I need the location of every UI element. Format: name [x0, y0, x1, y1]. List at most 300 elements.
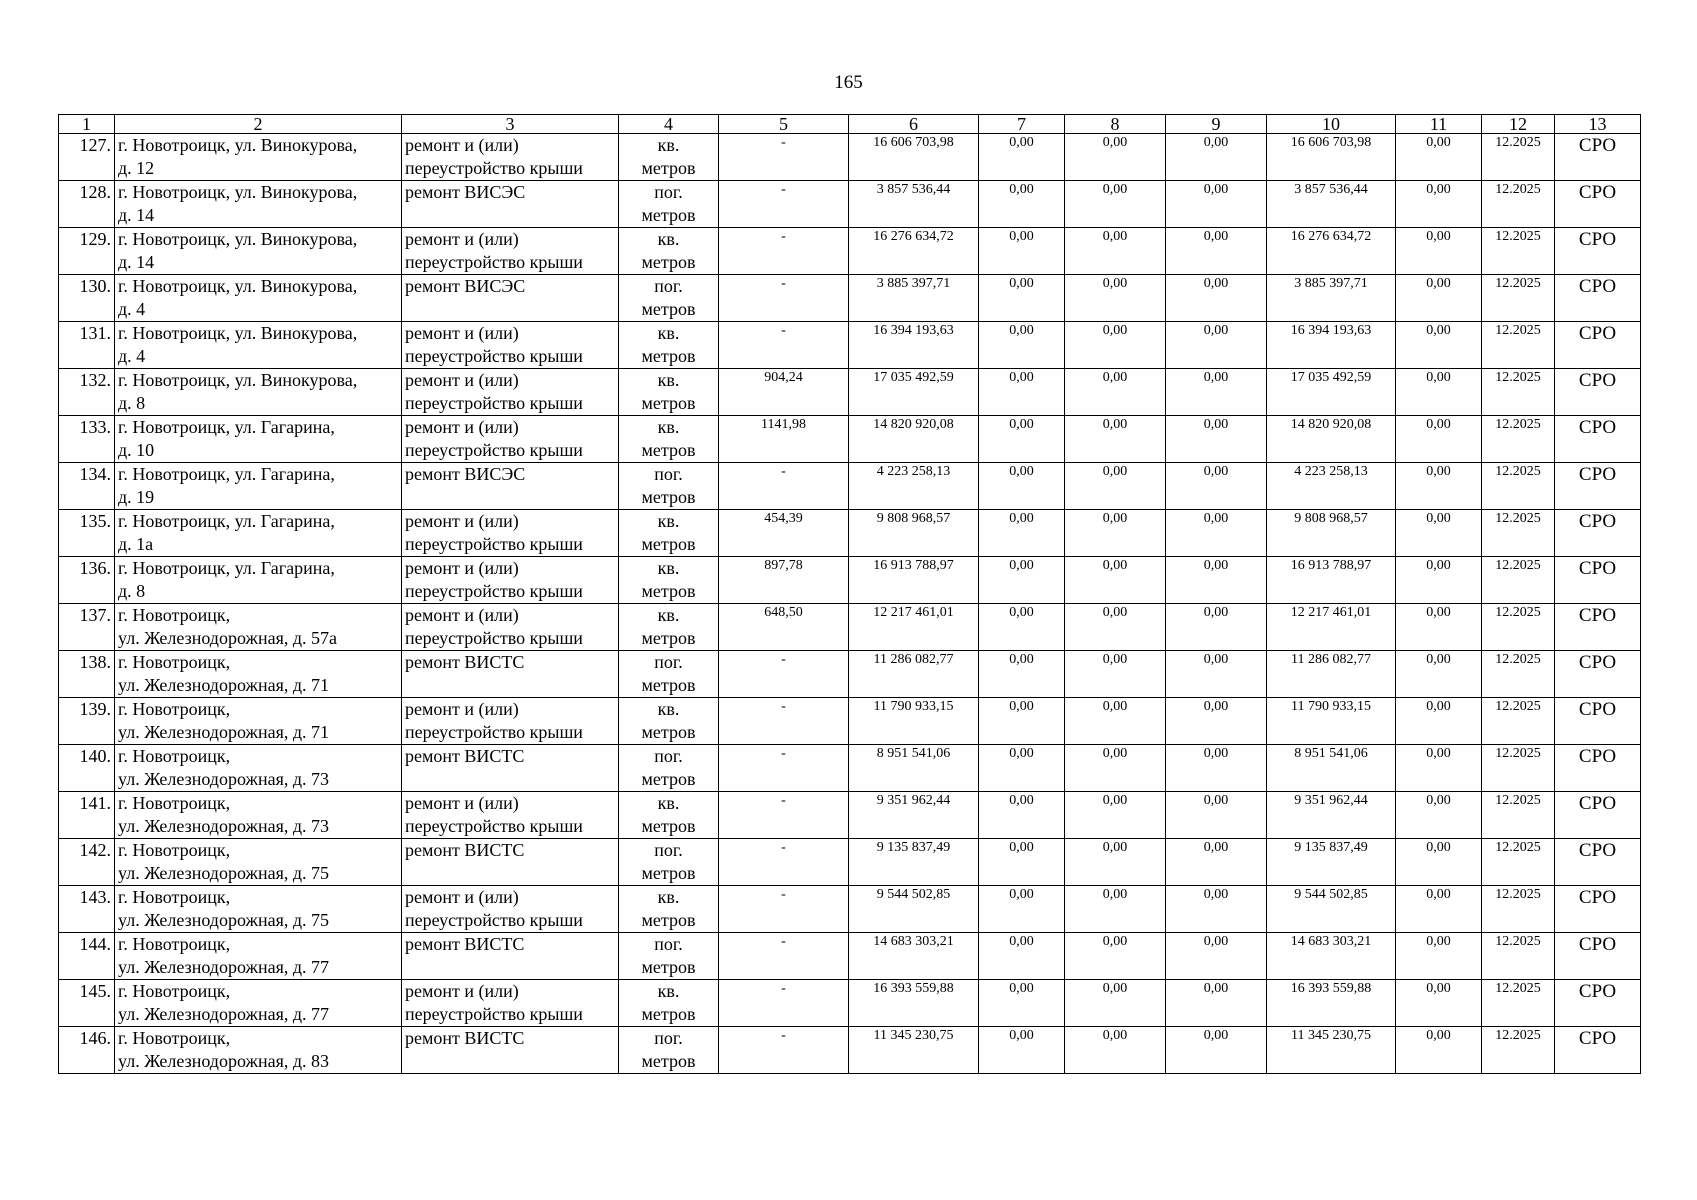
owners-funds-cell-text: 14 820 920,08	[1290, 417, 1372, 432]
work-type-cell	[402, 134, 619, 181]
owners-funds-cell	[1267, 792, 1396, 839]
fund-cell-9-text: 0,00	[1203, 558, 1229, 573]
work-type-cell	[402, 886, 619, 933]
row-number	[59, 134, 115, 181]
total-cost-cell	[849, 933, 979, 980]
unit-cell-text: пог.	[654, 746, 683, 766]
total-cost-cell	[849, 839, 979, 886]
unit-cell-text: метров	[641, 158, 696, 178]
fund-cell-8	[1065, 134, 1166, 181]
area-cell	[719, 980, 849, 1027]
executor-cell	[1555, 839, 1641, 886]
fund-cell-7	[979, 886, 1065, 933]
row-number	[59, 839, 115, 886]
unit-cell-text: пог.	[654, 276, 683, 296]
fund-cell-7-text: 0,00	[1009, 511, 1034, 526]
fund-cell-11	[1396, 1027, 1482, 1074]
fund-cell-9-text: 0,00	[1203, 511, 1229, 526]
address-cell-text: г. Новотроицк,	[118, 934, 231, 954]
unit-cell-text: метров	[641, 628, 696, 648]
unit-cell	[619, 1027, 719, 1074]
fund-cell-9	[1166, 792, 1267, 839]
address-cell	[115, 651, 402, 698]
table-row	[59, 322, 1641, 369]
executor-cell-text: СРО	[1578, 276, 1617, 297]
deadline-cell	[1482, 980, 1555, 1027]
fund-cell-8-text: 0,00	[1102, 981, 1128, 996]
deadline-cell-text: 12.2025	[1495, 887, 1541, 902]
address-cell-text: г. Новотроицк, ул. Винокурова,	[118, 182, 358, 202]
table-row	[59, 369, 1641, 416]
address-cell-text: ул. Железнодорожная, д. 77	[118, 957, 330, 977]
address-cell	[115, 933, 402, 980]
owners-funds-cell	[1267, 651, 1396, 698]
fund-cell-7	[979, 933, 1065, 980]
fund-cell-7-text: 0,00	[1009, 135, 1034, 150]
row-number-text: 143.	[79, 887, 111, 907]
fund-cell-9-text: 0,00	[1203, 699, 1229, 714]
work-type-cell	[402, 416, 619, 463]
area-cell	[719, 886, 849, 933]
address-cell	[115, 792, 402, 839]
total-cost-cell-text: 16 393 559,88	[873, 981, 954, 996]
address-cell-text: ул. Железнодорожная, д. 75	[118, 910, 330, 930]
owners-funds-cell-text: 16 393 559,88	[1290, 981, 1372, 996]
area-cell	[719, 651, 849, 698]
work-type-cell-text: переустройство крыши	[405, 393, 583, 413]
fund-cell-9	[1166, 1027, 1267, 1074]
fund-cell-11	[1396, 322, 1482, 369]
address-cell	[115, 228, 402, 275]
total-cost-cell-text: 12 217 461,01	[873, 605, 954, 620]
fund-cell-8-text: 0,00	[1102, 464, 1128, 479]
owners-funds-cell-text: 11 286 082,77	[1291, 652, 1371, 667]
deadline-cell	[1482, 416, 1555, 463]
fund-cell-9	[1166, 275, 1267, 322]
owners-funds-cell-text: 16 913 788,97	[1290, 558, 1372, 573]
total-cost-cell-text: 11 345 230,75	[873, 1028, 954, 1043]
address-cell	[115, 557, 402, 604]
owners-funds-cell	[1267, 698, 1396, 745]
fund-cell-9	[1166, 980, 1267, 1027]
fund-cell-8-text: 0,00	[1102, 511, 1128, 526]
owners-funds-cell-text: 3 885 397,71	[1294, 276, 1368, 291]
executor-cell-text: СРО	[1578, 840, 1617, 861]
executor-cell-text: СРО	[1578, 417, 1617, 438]
unit-cell-text: кв.	[657, 699, 680, 719]
fund-cell-9-text: 0,00	[1203, 746, 1229, 761]
owners-funds-cell-text: 16 394 193,63	[1290, 323, 1372, 338]
work-type-cell-text: переустройство крыши	[405, 910, 583, 930]
area-cell	[719, 181, 849, 228]
work-type-cell	[402, 463, 619, 510]
address-cell-text: г. Новотроицк, ул. Винокурова,	[118, 323, 358, 343]
area-cell-text: -	[781, 135, 786, 150]
fund-cell-7-text: 0,00	[1009, 323, 1034, 338]
row-number-text: 140.	[79, 746, 111, 766]
executor-cell	[1555, 792, 1641, 839]
fund-cell-11	[1396, 886, 1482, 933]
work-type-cell	[402, 557, 619, 604]
unit-cell	[619, 698, 719, 745]
row-number	[59, 557, 115, 604]
total-cost-cell-text: 14 820 920,08	[873, 417, 954, 432]
work-type-cell-text: переустройство крыши	[405, 816, 583, 836]
unit-cell	[619, 228, 719, 275]
unit-cell-text: метров	[641, 581, 696, 601]
fund-cell-9-text: 0,00	[1203, 276, 1229, 291]
table-row	[59, 839, 1641, 886]
work-type-cell-text: ремонт и (или)	[405, 981, 519, 1001]
work-type-cell	[402, 228, 619, 275]
row-number-text: 128.	[79, 182, 111, 202]
fund-cell-11	[1396, 604, 1482, 651]
fund-cell-8	[1065, 839, 1166, 886]
executor-cell	[1555, 698, 1641, 745]
fund-cell-8-text: 0,00	[1102, 887, 1128, 902]
row-number-text: 141.	[79, 793, 111, 813]
executor-cell	[1555, 510, 1641, 557]
column-header: 5	[719, 115, 849, 134]
address-cell-text: д. 4	[118, 346, 146, 366]
work-type-cell	[402, 510, 619, 557]
row-number-text: 138.	[79, 652, 111, 672]
unit-cell-text: кв.	[657, 605, 680, 625]
total-cost-cell	[849, 886, 979, 933]
fund-cell-8	[1065, 604, 1166, 651]
address-cell-text: г. Новотроицк,	[118, 1028, 231, 1048]
fund-cell-11-text: 0,00	[1426, 511, 1451, 526]
fund-cell-9	[1166, 886, 1267, 933]
deadline-cell-text: 12.2025	[1495, 323, 1541, 338]
owners-funds-cell-text: 4 223 258,13	[1294, 464, 1368, 479]
address-cell-text: г. Новотроицк,	[118, 605, 231, 625]
unit-cell-text: метров	[641, 252, 696, 272]
fund-cell-7	[979, 181, 1065, 228]
owners-funds-cell	[1267, 181, 1396, 228]
fund-cell-7-text: 0,00	[1009, 417, 1034, 432]
work-type-cell-text: ремонт ВИСЭС	[405, 182, 526, 202]
fund-cell-8-text: 0,00	[1102, 1028, 1128, 1043]
deadline-cell	[1482, 181, 1555, 228]
row-number	[59, 980, 115, 1027]
address-cell-text: д. 19	[118, 487, 155, 507]
deadline-cell-text: 12.2025	[1495, 793, 1541, 808]
owners-funds-cell	[1267, 933, 1396, 980]
row-number	[59, 886, 115, 933]
fund-cell-11-text: 0,00	[1426, 887, 1451, 902]
executor-cell-text: СРО	[1578, 1028, 1617, 1049]
unit-cell-text: кв.	[657, 981, 680, 1001]
fund-cell-11	[1396, 510, 1482, 557]
fund-cell-7	[979, 416, 1065, 463]
work-type-cell-text: ремонт ВИСЭС	[405, 464, 526, 484]
fund-cell-7	[979, 557, 1065, 604]
row-number	[59, 604, 115, 651]
work-type-cell-text: переустройство крыши	[405, 158, 583, 178]
executor-cell	[1555, 651, 1641, 698]
total-cost-cell	[849, 980, 979, 1027]
deadline-cell-text: 12.2025	[1495, 605, 1541, 620]
area-cell-text: -	[781, 1028, 786, 1043]
work-type-cell-text: ремонт ВИСЭС	[405, 276, 526, 296]
fund-cell-11-text: 0,00	[1426, 276, 1451, 291]
address-cell	[115, 604, 402, 651]
unit-cell-text: пог.	[654, 840, 683, 860]
fund-cell-9-text: 0,00	[1203, 840, 1229, 855]
area-cell	[719, 604, 849, 651]
fund-cell-8-text: 0,00	[1102, 323, 1128, 338]
address-cell	[115, 369, 402, 416]
deadline-cell	[1482, 745, 1555, 792]
fund-cell-8	[1065, 463, 1166, 510]
fund-cell-9-text: 0,00	[1203, 323, 1229, 338]
unit-cell-text: метров	[641, 1004, 696, 1024]
fund-cell-8	[1065, 698, 1166, 745]
fund-cell-11	[1396, 463, 1482, 510]
address-cell	[115, 1027, 402, 1074]
total-cost-cell-text: 16 276 634,72	[873, 229, 954, 244]
fund-cell-8-text: 0,00	[1102, 699, 1128, 714]
unit-cell	[619, 369, 719, 416]
address-cell	[115, 886, 402, 933]
fund-cell-7	[979, 134, 1065, 181]
row-number	[59, 698, 115, 745]
work-type-cell	[402, 839, 619, 886]
table-row	[59, 980, 1641, 1027]
address-cell-text: ул. Железнодорожная, д. 77	[118, 1004, 330, 1024]
executor-cell-text: СРО	[1578, 511, 1617, 532]
fund-cell-11	[1396, 134, 1482, 181]
table-row	[59, 886, 1641, 933]
fund-cell-7-text: 0,00	[1009, 1028, 1034, 1043]
work-type-cell	[402, 181, 619, 228]
deadline-cell-text: 12.2025	[1495, 464, 1541, 479]
fund-cell-11	[1396, 839, 1482, 886]
unit-cell-text: метров	[641, 393, 696, 413]
row-number	[59, 510, 115, 557]
row-number	[59, 228, 115, 275]
row-number	[59, 651, 115, 698]
table-row	[59, 416, 1641, 463]
fund-cell-7	[979, 275, 1065, 322]
work-type-cell-text: ремонт и (или)	[405, 370, 519, 390]
fund-cell-8-text: 0,00	[1102, 840, 1128, 855]
fund-cell-9-text: 0,00	[1203, 1028, 1229, 1043]
fund-cell-11-text: 0,00	[1426, 652, 1451, 667]
fund-cell-9	[1166, 698, 1267, 745]
row-number-text: 131.	[79, 323, 111, 343]
deadline-cell	[1482, 369, 1555, 416]
fund-cell-11	[1396, 745, 1482, 792]
work-type-cell	[402, 792, 619, 839]
address-cell	[115, 510, 402, 557]
work-type-cell	[402, 745, 619, 792]
fund-cell-7-text: 0,00	[1009, 746, 1034, 761]
fund-cell-7	[979, 839, 1065, 886]
fund-cell-11	[1396, 228, 1482, 275]
fund-cell-8-text: 0,00	[1102, 652, 1128, 667]
address-cell-text: г. Новотроицк,	[118, 793, 231, 813]
fund-cell-8-text: 0,00	[1102, 135, 1128, 150]
column-header: 1	[59, 115, 115, 134]
unit-cell	[619, 416, 719, 463]
total-cost-cell-text: 14 683 303,21	[873, 934, 954, 949]
address-cell-text: г. Новотроицк, ул. Гагарина,	[118, 417, 335, 437]
address-cell-text: д. 1а	[118, 534, 154, 554]
total-cost-cell	[849, 369, 979, 416]
area-cell-text: -	[781, 887, 786, 902]
address-cell-text: г. Новотроицк, ул. Винокурова,	[118, 276, 358, 296]
unit-cell	[619, 604, 719, 651]
executor-cell-text: СРО	[1578, 981, 1617, 1002]
work-type-cell-text: переустройство крыши	[405, 252, 583, 272]
owners-funds-cell	[1267, 322, 1396, 369]
unit-cell-text: пог.	[654, 652, 683, 672]
deadline-cell	[1482, 604, 1555, 651]
row-number-text: 144.	[79, 934, 111, 954]
work-type-cell-text: ремонт ВИСТС	[405, 652, 525, 672]
fund-cell-7-text: 0,00	[1009, 887, 1034, 902]
fund-cell-8-text: 0,00	[1102, 370, 1128, 385]
total-cost-cell-text: 11 790 933,15	[873, 699, 954, 714]
executor-cell-text: СРО	[1578, 934, 1617, 955]
row-number-text: 137.	[79, 605, 111, 625]
unit-cell	[619, 557, 719, 604]
fund-cell-7	[979, 651, 1065, 698]
executor-cell-text: СРО	[1578, 135, 1617, 156]
total-cost-cell	[849, 1027, 979, 1074]
address-cell-text: ул. Железнодорожная, д. 73	[118, 769, 330, 789]
row-number-text: 135.	[79, 511, 111, 531]
fund-cell-11-text: 0,00	[1426, 229, 1451, 244]
fund-cell-7	[979, 463, 1065, 510]
unit-cell-text: кв.	[657, 370, 680, 390]
fund-cell-9	[1166, 463, 1267, 510]
executor-cell	[1555, 275, 1641, 322]
fund-cell-11	[1396, 980, 1482, 1027]
address-cell-text: г. Новотроицк, ул. Гагарина,	[118, 558, 335, 578]
work-type-cell-text: ремонт и (или)	[405, 887, 519, 907]
table-row	[59, 698, 1641, 745]
work-type-cell-text: ремонт и (или)	[405, 558, 519, 578]
fund-cell-8	[1065, 228, 1166, 275]
fund-cell-7	[979, 228, 1065, 275]
fund-cell-9	[1166, 228, 1267, 275]
fund-cell-8	[1065, 886, 1166, 933]
owners-funds-cell	[1267, 275, 1396, 322]
executor-cell	[1555, 980, 1641, 1027]
owners-funds-cell	[1267, 510, 1396, 557]
fund-cell-11-text: 0,00	[1426, 699, 1451, 714]
unit-cell-text: кв.	[657, 323, 680, 343]
address-cell-text: г. Новотроицк,	[118, 887, 231, 907]
fund-cell-9	[1166, 933, 1267, 980]
executor-cell-text: СРО	[1578, 699, 1617, 720]
executor-cell	[1555, 181, 1641, 228]
work-type-cell-text: переустройство крыши	[405, 628, 583, 648]
owners-funds-cell-text: 9 135 837,49	[1294, 840, 1368, 855]
area-cell-text: -	[781, 464, 786, 479]
work-type-cell-text: ремонт и (или)	[405, 229, 519, 249]
column-header: 8	[1065, 115, 1166, 134]
work-type-cell	[402, 604, 619, 651]
fund-cell-11	[1396, 792, 1482, 839]
column-header: 13	[1555, 115, 1641, 134]
total-cost-cell	[849, 275, 979, 322]
owners-funds-cell	[1267, 745, 1396, 792]
address-cell-text: ул. Железнодорожная, д. 73	[118, 816, 330, 836]
unit-cell-text: метров	[641, 675, 696, 695]
table-body	[59, 134, 1641, 1074]
work-type-cell-text: ремонт и (или)	[405, 323, 519, 343]
fund-cell-8-text: 0,00	[1102, 182, 1128, 197]
unit-cell-text: кв.	[657, 511, 680, 531]
executor-cell-text: СРО	[1578, 746, 1617, 767]
owners-funds-cell-text: 9 808 968,57	[1294, 511, 1368, 526]
address-cell	[115, 698, 402, 745]
total-cost-cell-text: 16 394 193,63	[873, 323, 954, 338]
area-cell	[719, 745, 849, 792]
address-cell	[115, 980, 402, 1027]
address-cell-text: ул. Железнодорожная, д. 57а	[118, 628, 338, 648]
work-type-cell-text: ремонт ВИСТС	[405, 746, 525, 766]
address-cell-text: д. 14	[118, 205, 155, 225]
fund-cell-9-text: 0,00	[1203, 793, 1229, 808]
work-type-cell-text: переустройство крыши	[405, 722, 583, 742]
fund-cell-8	[1065, 651, 1166, 698]
fund-cell-9	[1166, 510, 1267, 557]
total-cost-cell	[849, 698, 979, 745]
owners-funds-cell	[1267, 134, 1396, 181]
fund-cell-7	[979, 510, 1065, 557]
fund-cell-9-text: 0,00	[1203, 652, 1229, 667]
deadline-cell-text: 12.2025	[1495, 699, 1541, 714]
unit-cell-text: метров	[641, 346, 696, 366]
area-cell-text: 904,24	[764, 370, 803, 385]
deadline-cell-text: 12.2025	[1495, 276, 1541, 291]
deadline-cell	[1482, 933, 1555, 980]
unit-cell-text: метров	[641, 299, 696, 319]
table-row	[59, 792, 1641, 839]
unit-cell-text: пог.	[654, 464, 683, 484]
total-cost-cell-text: 16 606 703,98	[873, 135, 954, 150]
deadline-cell	[1482, 886, 1555, 933]
row-number-text: 134.	[79, 464, 111, 484]
fund-cell-8	[1065, 792, 1166, 839]
fund-cell-7-text: 0,00	[1009, 464, 1034, 479]
executor-cell	[1555, 322, 1641, 369]
fund-cell-9-text: 0,00	[1203, 229, 1229, 244]
column-header: 11	[1396, 115, 1482, 134]
unit-cell-text: метров	[641, 863, 696, 883]
work-type-cell-text: переустройство крыши	[405, 534, 583, 554]
address-cell-text: г. Новотроицк, ул. Винокурова,	[118, 229, 358, 249]
owners-funds-cell	[1267, 886, 1396, 933]
area-cell	[719, 698, 849, 745]
fund-cell-7	[979, 980, 1065, 1027]
fund-cell-9	[1166, 839, 1267, 886]
row-number	[59, 275, 115, 322]
work-type-cell	[402, 980, 619, 1027]
repair-register-table	[58, 114, 1641, 1074]
fund-cell-11	[1396, 181, 1482, 228]
total-cost-cell	[849, 510, 979, 557]
owners-funds-cell	[1267, 416, 1396, 463]
executor-cell-text: СРО	[1578, 558, 1617, 579]
unit-cell-text: метров	[641, 1051, 696, 1071]
fund-cell-9-text: 0,00	[1203, 981, 1229, 996]
